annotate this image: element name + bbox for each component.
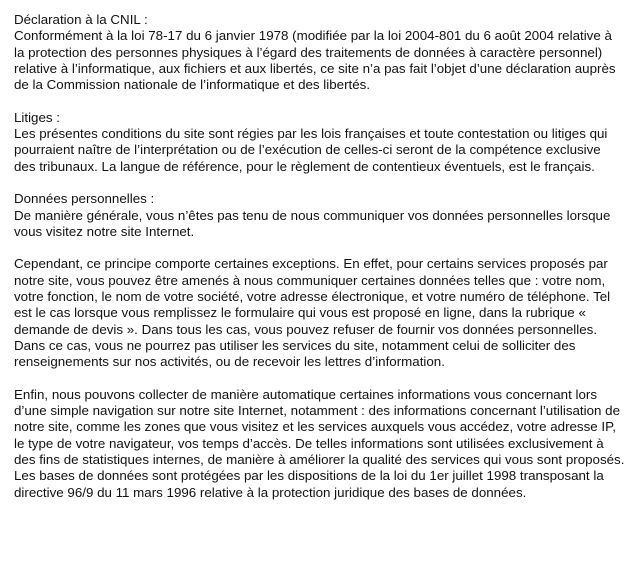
donnees-paragraph: De manière générale, vous n’êtes pas tenu de nous communiquer vos données personnelles lorsque vous visitez notre site Internet. bbox=[14, 207, 611, 239]
donnees-section bbox=[14, 191, 625, 240]
cnil-section bbox=[14, 12, 625, 93]
litiges-paragraph: Les présentes conditions du site sont régies par les lois françaises et toute contestation ou litiges qui pourraient naître de l’interprétation ou de l’exécution de celles-ci seront de la compétence exclusive des tribunaux. La langue de référence, pour le règlement de contentieux éventuels, est le français. bbox=[14, 126, 608, 174]
donnees-heading: Données personnelles : bbox=[14, 191, 155, 207]
collecte-section bbox=[14, 387, 625, 501]
cnil-paragraph: Conformément à la loi 78-17 du 6 janvier 1978 (modifiée par la loi 2004-801 du 6 août 2004 relative à la protection des personnes physiques à l’égard des traitements de données à caractère personnel) relative à l’informatique, aux fichiers et aux libertés, ce site n’a pas fait l’objet d’une déclaration auprès de la Commission nationale de l’informatique et des libertés. bbox=[14, 28, 616, 93]
litiges-heading: Litiges : bbox=[14, 109, 60, 125]
litiges-section bbox=[14, 110, 625, 175]
collecte-paragraph: Enfin, nous pouvons collecter de manière automatique certaines informations vous concernant lors d’une simple navigation sur notre site Internet, notamment : des informations concernant l’utilisation de notre site, comme les zones que vous visitez et les services auxquels vous accédez, votre adresse IP, le type de votre navigateur, vos temps d’accès. De telles informations sont utilisées exclusivement à des fins de statistiques internes, de manière à améliorer la qualité des services qui vous sont proposés. Les bases de données sont protégées par les dispositions de la loi du 1er juillet 1998 transposant la directive 96/9 du 11 mars 1996 relative à la protection juridique des bases de données. bbox=[14, 386, 625, 500]
exceptions-paragraph: Cependant, ce principe comporte certaines exceptions. En effet, pour certains services proposés par notre site, vous pouvez être amenés à nous communiquer certaines données telles que : votre nom, votre fonction, le nom de votre société, votre adresse électronique, et votre numéro de téléphone. Tel est le cas lorsque vous remplissez le formulaire qui vous est proposé en ligne, dans la rubrique « demande de devis ». Dans tous les cas, vous pouvez refuser de fournir vos données personnelles. Dans ce cas, vous ne pourrez pas utiliser les services du site, notamment celui de solliciter des renseignements sur nos activités, ou de recevoir les lettres d’information. bbox=[14, 256, 611, 370]
exceptions-section bbox=[14, 256, 625, 370]
cnil-heading: Déclaration à la CNIL : bbox=[14, 12, 148, 27]
